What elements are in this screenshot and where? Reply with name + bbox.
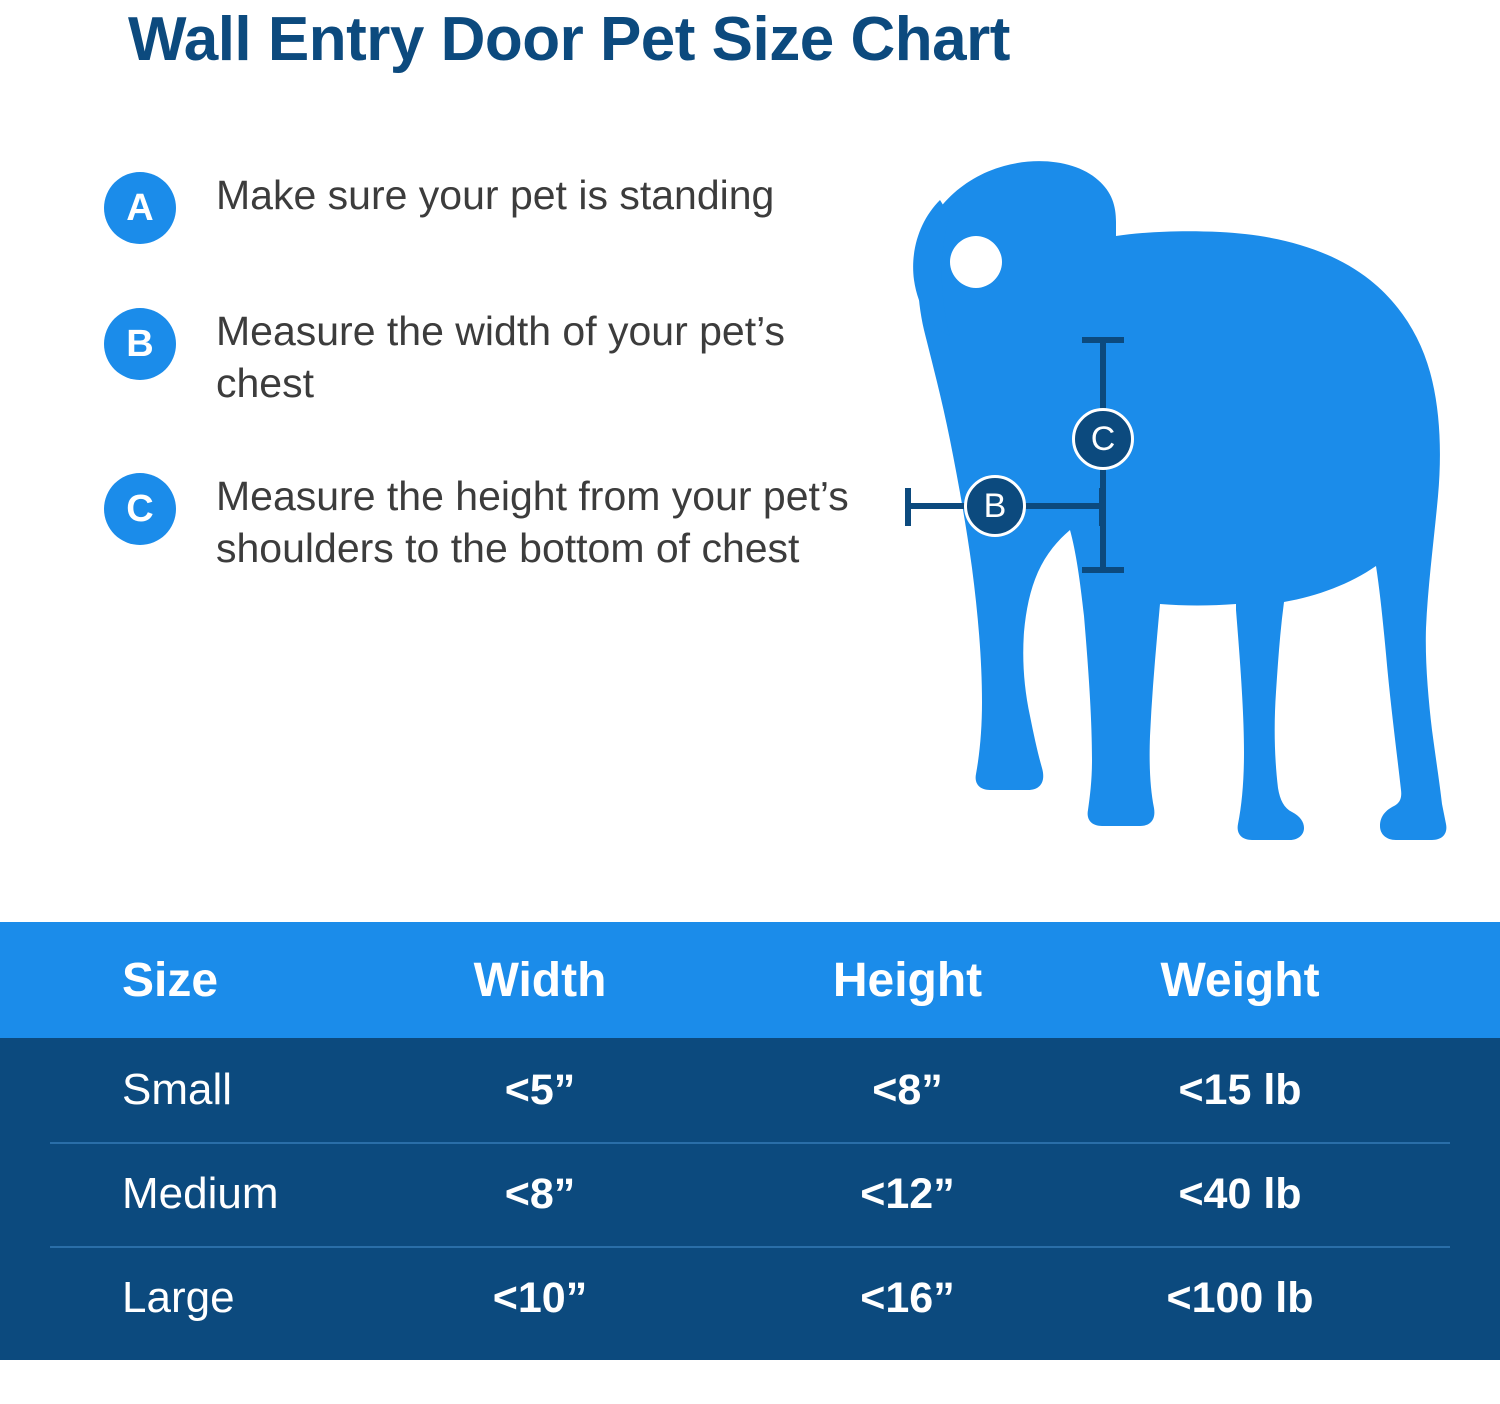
- measure-badge-c: C: [1072, 408, 1134, 470]
- instruction-steps: [104, 170, 894, 637]
- cell-height: <16”: [860, 1273, 955, 1322]
- cell-width: <5”: [504, 1065, 576, 1114]
- table-row: [0, 1246, 1500, 1350]
- column-header-height: Height: [832, 953, 983, 1007]
- cell-size: Large: [122, 1273, 235, 1322]
- step-badge-b: B: [104, 308, 176, 380]
- step-text-b: Measure the width of your pet’s chest: [216, 308, 785, 406]
- instruction-step: [104, 170, 894, 244]
- table-body: [0, 1038, 1500, 1360]
- instruction-step: [104, 471, 894, 574]
- cell-size: Small: [122, 1065, 233, 1114]
- cell-size: Medium: [122, 1169, 279, 1218]
- table-row: [0, 1038, 1500, 1142]
- step-badge-a: A: [104, 172, 176, 244]
- column-header-weight: Weight: [1160, 953, 1320, 1007]
- table-header-row: [0, 922, 1500, 1038]
- instruction-step: [104, 306, 894, 409]
- dog-diagram: [880, 140, 1480, 870]
- measure-badge-b: B: [964, 475, 1026, 537]
- size-table: [0, 922, 1500, 1360]
- column-header-size: Size: [122, 953, 219, 1007]
- cell-weight: <100 lb: [1166, 1273, 1314, 1322]
- step-badge-c: C: [104, 473, 176, 545]
- step-text-a: Make sure your pet is standing: [216, 172, 775, 218]
- cell-width: <10”: [492, 1273, 588, 1322]
- cell-weight: <15 lb: [1178, 1065, 1302, 1114]
- column-header-width: Width: [473, 953, 607, 1007]
- cell-width: <8”: [504, 1169, 576, 1218]
- cell-height: <8”: [872, 1065, 943, 1114]
- cell-height: <12”: [860, 1169, 955, 1218]
- table-row: [0, 1142, 1500, 1246]
- cell-weight: <40 lb: [1178, 1169, 1302, 1218]
- page-title: Wall Entry Door Pet Size Chart: [128, 5, 1010, 74]
- step-text-c: Measure the height from your pet’s shoulders to the bottom of chest: [216, 473, 849, 571]
